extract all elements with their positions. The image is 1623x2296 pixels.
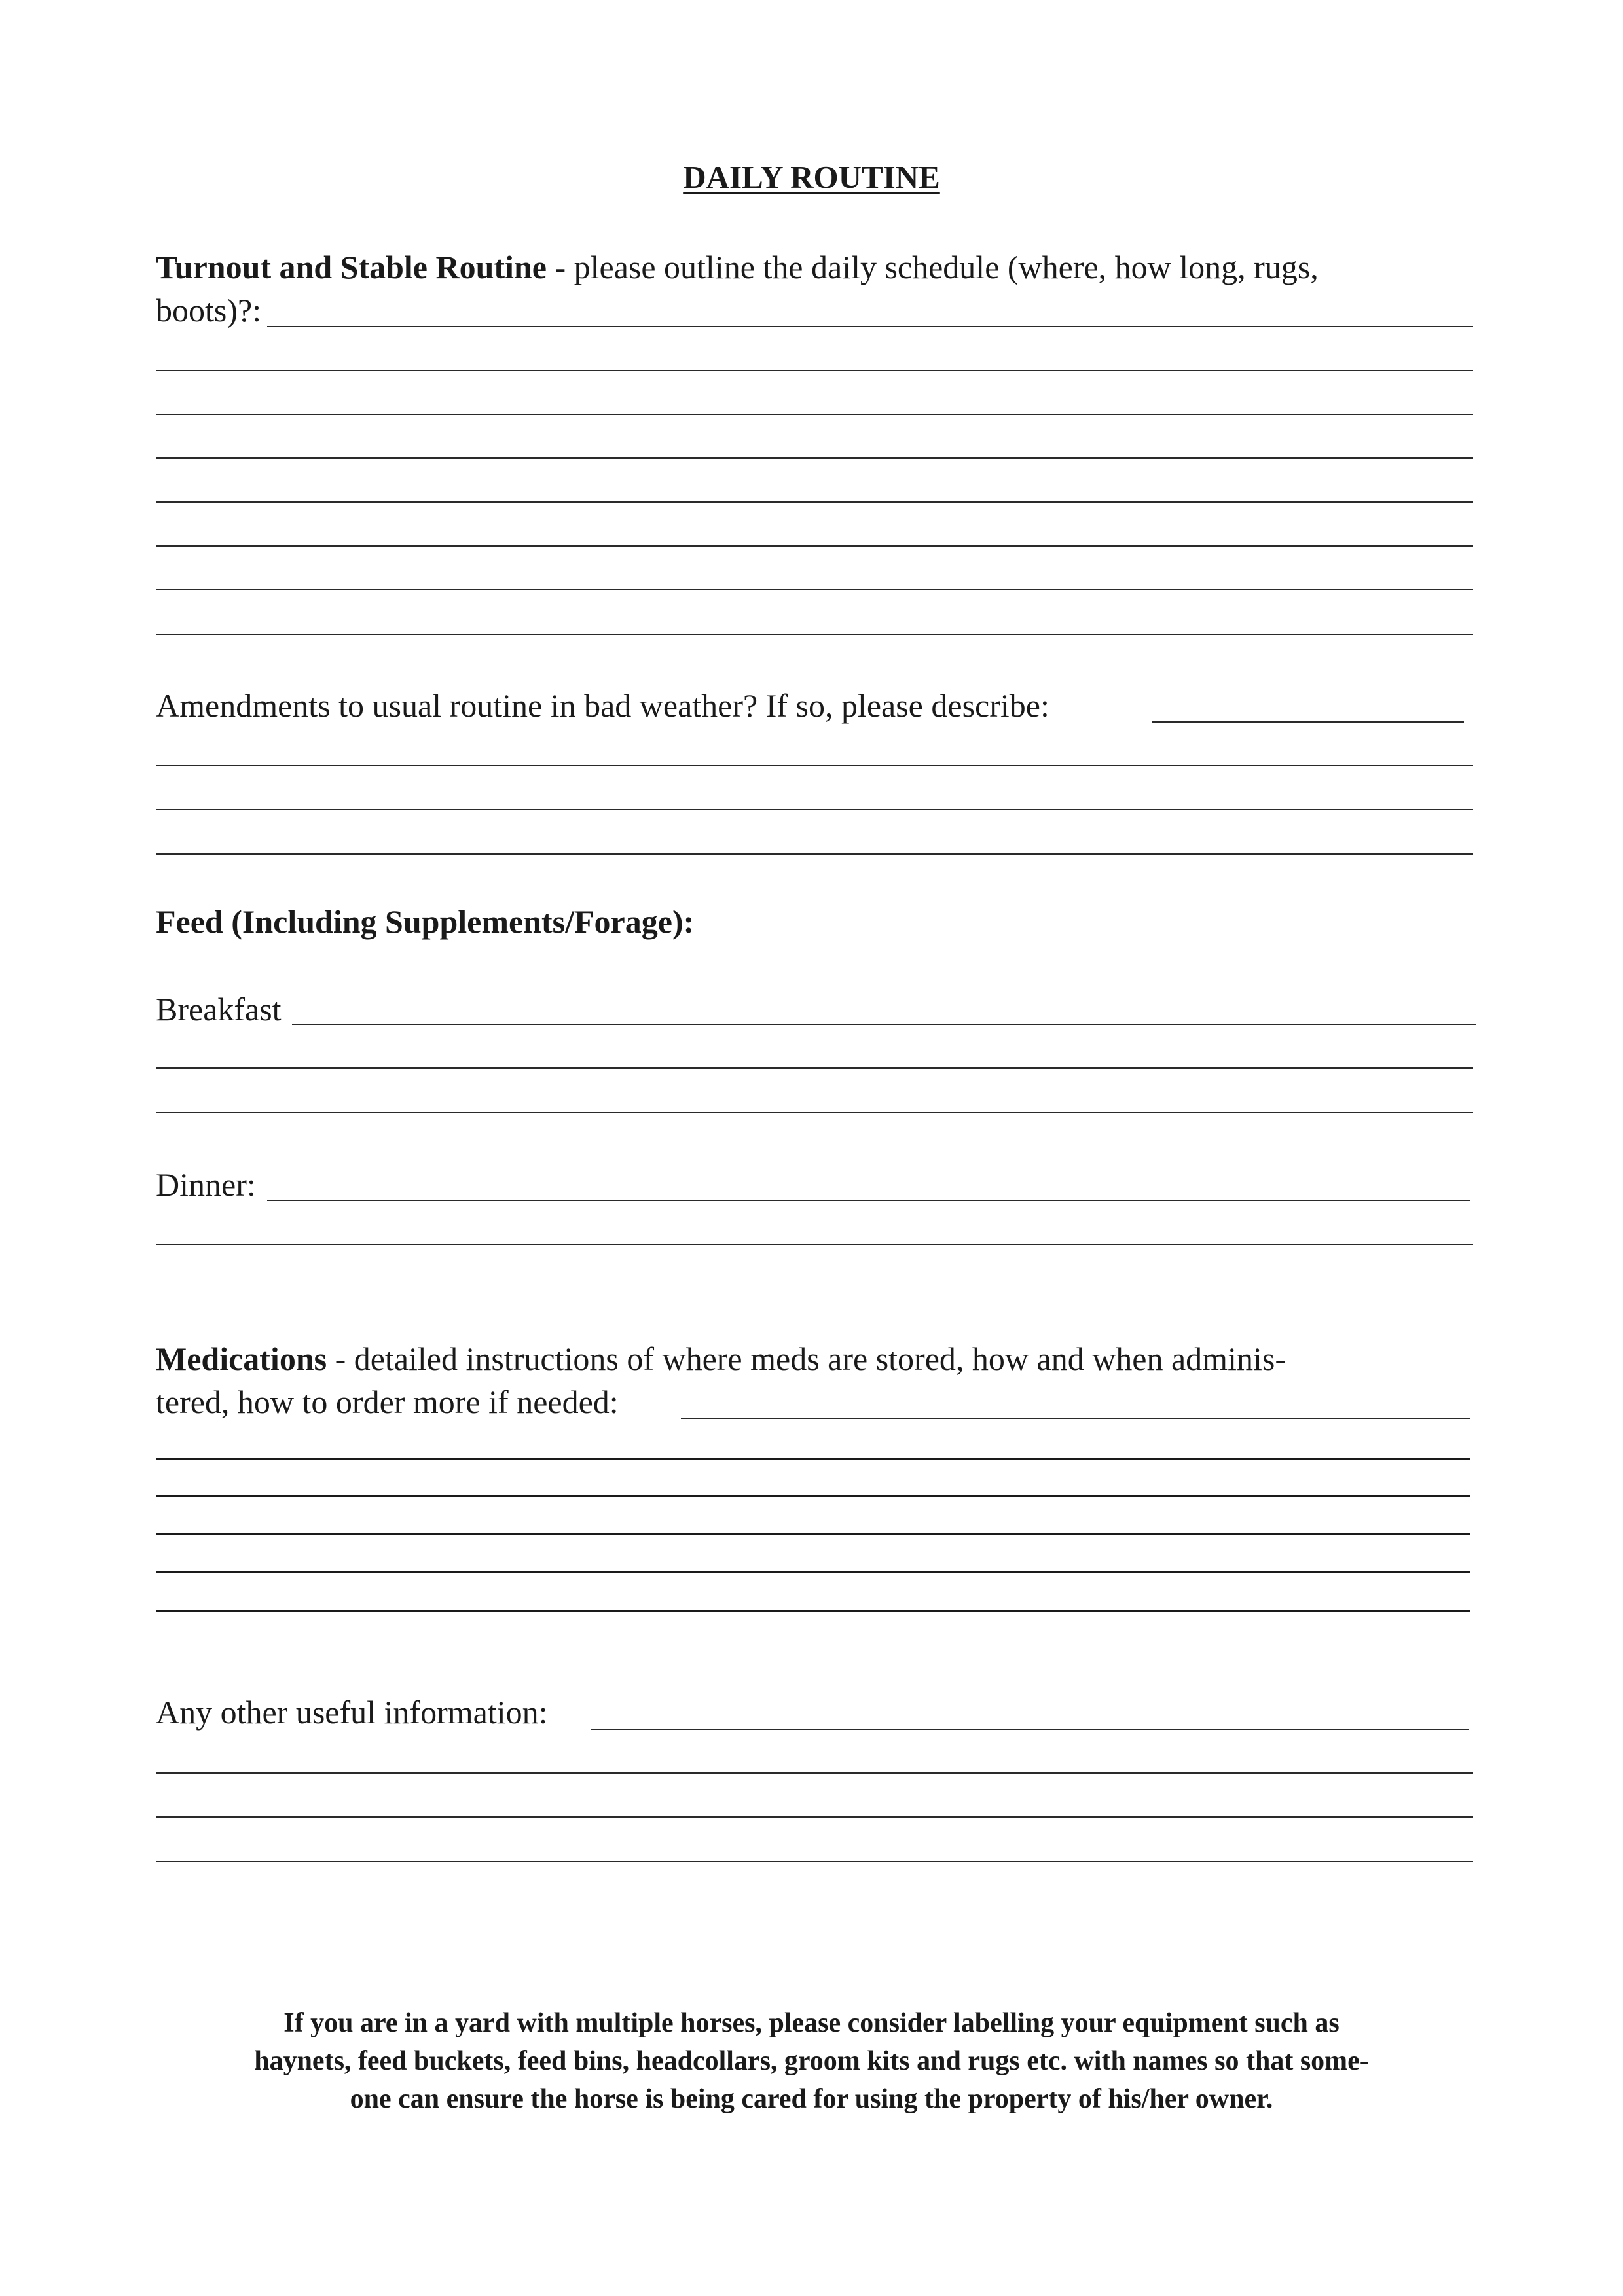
weather-answer-line[interactable]: [156, 853, 1473, 855]
medications-heading: Medications: [156, 1340, 327, 1377]
dinner-label: Dinner:: [156, 1166, 256, 1203]
weather-answer-line[interactable]: [156, 809, 1473, 810]
other-info-answer-line[interactable]: [156, 1861, 1473, 1862]
other-info-prompt: Any other useful information:: [156, 1694, 548, 1731]
weather-answer-line[interactable]: [156, 765, 1473, 766]
other-info-answer-line[interactable]: [591, 1729, 1469, 1730]
footer-note-line: haynets, feed buckets, feed bins, headcollars, groom kits and rugs etc. with names so that some-: [254, 2046, 1369, 2076]
turnout-answer-line[interactable]: [156, 370, 1473, 371]
breakfast-label: Breakfast: [156, 991, 282, 1028]
breakfast-answer-line[interactable]: [292, 1024, 1476, 1025]
turnout-answer-line[interactable]: [267, 326, 1473, 327]
turnout-prompt-text: please outline the daily schedule (where, how long, rugs,: [574, 249, 1319, 285]
medications-answer-line[interactable]: [156, 1571, 1470, 1573]
breakfast-answer-line[interactable]: [156, 1067, 1473, 1069]
medications-answer-line[interactable]: [681, 1418, 1470, 1419]
medications-prompt-line-1: [156, 1339, 1286, 1378]
turnout-prompt-line-1: [156, 247, 1319, 287]
medications-prompt-line-2: tered, how to order more if needed:: [156, 1384, 619, 1420]
footer-note-line: one can ensure the horse is being cared for using the property of his/her owner.: [350, 2084, 1273, 2114]
turnout-separator: -: [546, 249, 574, 285]
turnout-answer-line[interactable]: [156, 589, 1473, 590]
medications-answer-line[interactable]: [156, 1610, 1470, 1612]
medications-separator: -: [327, 1340, 354, 1377]
turnout-answer-line[interactable]: [156, 634, 1473, 635]
breakfast-answer-line[interactable]: [156, 1112, 1473, 1113]
footer-note: [118, 2004, 1505, 2118]
other-info-answer-line[interactable]: [156, 1772, 1473, 1774]
weather-answer-line[interactable]: [1152, 721, 1464, 723]
medications-prompt-text: detailed instructions of where meds are stored, how and when adminis-: [354, 1340, 1286, 1377]
turnout-answer-line[interactable]: [156, 414, 1473, 415]
feed-heading: Feed (Including Supplements/Forage):: [156, 903, 695, 940]
page-title: DAILY ROUTINE: [683, 159, 940, 195]
medications-answer-line[interactable]: [156, 1495, 1470, 1497]
dinner-answer-line[interactable]: [156, 1244, 1473, 1245]
turnout-answer-line[interactable]: [156, 545, 1473, 547]
other-info-answer-line[interactable]: [156, 1816, 1473, 1818]
dinner-answer-line[interactable]: [267, 1200, 1470, 1201]
medications-answer-line[interactable]: [156, 1533, 1470, 1535]
weather-prompt: Amendments to usual routine in bad weather? If so, please describe:: [156, 687, 1049, 724]
turnout-prompt-line-2: boots)?:: [156, 292, 262, 329]
footer-note-line: If you are in a yard with multiple horses, please consider labelling your equipment such as: [283, 2008, 1340, 2038]
turnout-answer-line[interactable]: [156, 457, 1473, 459]
medications-answer-line[interactable]: [156, 1458, 1470, 1460]
turnout-heading: Turnout and Stable Routine: [156, 249, 547, 285]
turnout-answer-line[interactable]: [156, 501, 1473, 503]
